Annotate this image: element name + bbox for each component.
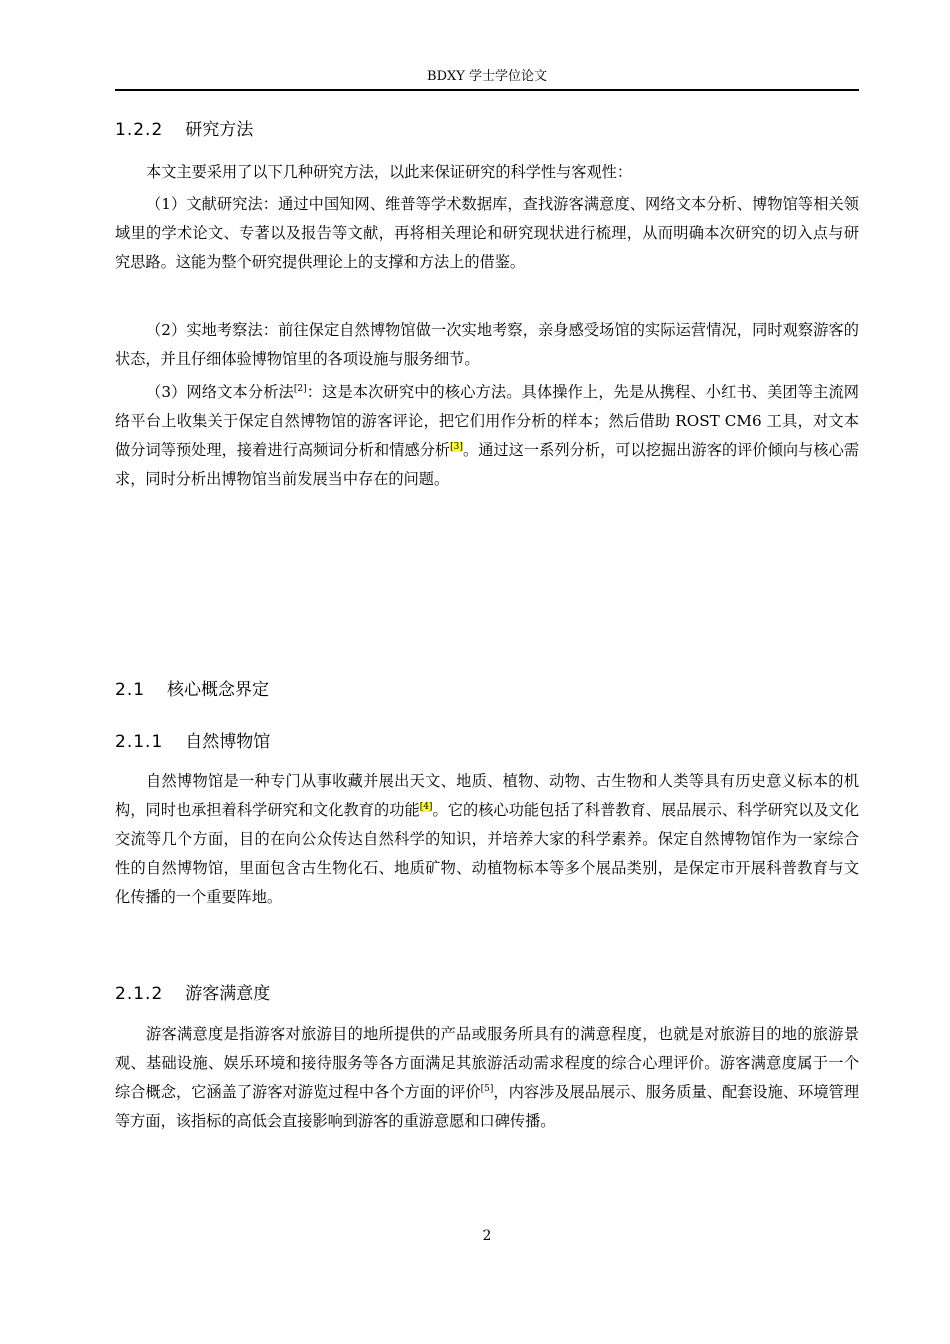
section-number: 2.1.2	[115, 984, 164, 1004]
paragraph-natural-museum	[115, 767, 859, 912]
section-title: 核心概念界定	[167, 680, 270, 700]
page-number: 2	[482, 1228, 492, 1244]
section-heading-2-1	[115, 679, 269, 701]
citation-2[interactable]: [2]	[293, 383, 307, 394]
text-segment: 游客满意度是指游客对旅游目的地所提供的产品或服务所具有的满意程度，也就是对旅游目的地的旅游景观、基础设施、娱乐环境和接待服务等各方面满足其旅游活动需求程度的综合心理评价。游客满意度属于一个综合概念，它涵盖了游客对游览过程中各个方面的评价	[115, 1025, 859, 1101]
paragraph-field-survey-method: （2）实地考察法：前往保定自然博物馆做一次实地考察，亲身感受场馆的实际运营情况，同时观察游客的状态，并且仔细体验博物馆里的各项设施与服务细节。	[115, 321, 859, 368]
text-segment: 自然博物馆是一种专门从事收藏并展出天文、地质、植物、动物、古生物和人类等具有历史意义标本的机构，同时也承担着科学研究和文化教育的功能	[115, 772, 859, 819]
paragraph-text-analysis-method	[115, 378, 859, 494]
text-segment: （3）网络文本分析法	[146, 383, 294, 401]
citation-4[interactable]: [4]	[419, 801, 433, 812]
text-segment: 。通过这一系列分析，可以挖掘出游客的评价倾向与核心需求，同时分析出博物馆当前发展当中存在的问题。	[115, 441, 859, 488]
paragraph-visitor-satisfaction	[115, 1020, 859, 1136]
page-header: BDXY 学士学位论文	[115, 64, 859, 91]
section-title: 游客满意度	[185, 984, 271, 1004]
text-segment: 。它的核心功能包括了科普教育、展品展示、科学研究以及文化交流等几个方面，目的在向公众传达自然科学的知识，并培养大家的科学素养。保定自然博物馆作为一家综合性的自然博物馆，里面包含古生物化石、地质矿物、动植物标本等多个展品类别，是保定市开展科普教育与文化传播的一个重要阵地。	[115, 801, 859, 906]
section-title: 研究方法	[185, 120, 254, 140]
section-heading-1-2-2	[115, 119, 253, 141]
section-heading-2-1-1	[115, 731, 270, 753]
section-heading-2-1-2	[115, 983, 270, 1005]
section-number: 2.1.1	[115, 732, 164, 752]
section-number: 2.1	[115, 680, 146, 700]
citation-5[interactable]: [5]	[480, 1083, 494, 1094]
section-title: 自然博物馆	[185, 732, 271, 752]
text-segment: ：这是本次研究中的核心方法。具体操作上，先是从携程、小红书、美团等主流网络平台上收集关于保定自然博物馆的游客评论，把它们用作分析的样本；然后借助 ROST CM6 工具，对文本做分词等预处理，接着进行高频词分析和情感分析	[115, 383, 859, 459]
section-number: 1.2.2	[115, 120, 164, 140]
paragraph-literature-method: （1）文献研究法：通过中国知网、维普等学术数据库，查找游客满意度、网络文本分析、博物馆等相关领域里的学术论文、专著以及报告等文献，再将相关理论和研究现状进行梳理，从而明确本次研究的切入点与研究思路。这能为整个研究提供理论上的支撑和方法上的借鉴。	[115, 195, 859, 271]
text-segment: ，内容涉及展品展示、服务质量、配套设施、环境管理等方面，该指标的高低会直接影响到游客的重游意愿和口碑传播。	[115, 1083, 859, 1130]
chapter-heading	[115, 606, 859, 634]
paragraph-research-methods-intro: 本文主要采用了以下几种研究方法，以此来保证研究的科学性与客观性：	[146, 163, 632, 181]
citation-3[interactable]: [3]	[450, 441, 463, 452]
